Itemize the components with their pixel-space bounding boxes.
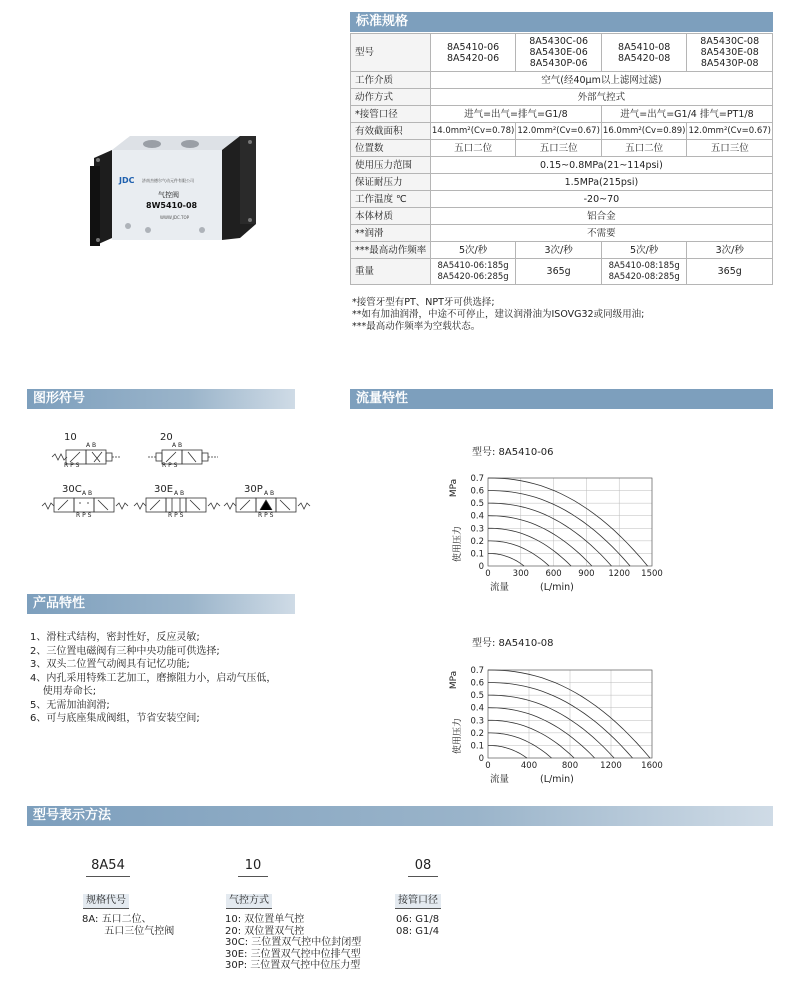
chart-x-tick: 1600 — [641, 761, 663, 771]
designation-label: 气控方式 — [226, 894, 272, 909]
chart-x-tick: 400 — [520, 761, 538, 771]
symbol-label: 10 — [64, 432, 77, 443]
spec-label: 工作介质 — [351, 72, 431, 89]
designation-label: 接管口径 — [395, 894, 441, 909]
symbol-port-label: R P S — [162, 462, 178, 469]
spec-label: 位置数 — [351, 140, 431, 157]
spec-value: 14.0mm²(Cv=0.78) — [430, 123, 516, 140]
spec-model-cell: 8A5410-08 8A5420-08 — [601, 34, 687, 72]
spec-value: 不需要 — [430, 225, 772, 242]
spec-value: 空气(经40μm以上滤网过滤) — [430, 72, 772, 89]
spec-model-cell: 8A5430C-06 8A5430E-06 8A5430P-06 — [516, 34, 602, 72]
flow-chart-06 — [446, 460, 666, 600]
chart-x-unit: (L/min) — [540, 774, 574, 785]
chart-x-tick: 900 — [578, 569, 595, 579]
symbol-label: 20 — [160, 432, 173, 443]
features-list — [30, 631, 276, 726]
spec-row — [351, 191, 773, 208]
chart-y-unit: MPa — [449, 670, 459, 690]
spec-row-model — [351, 34, 773, 72]
chart-y-tick: 0.4 — [470, 511, 484, 522]
spec-row — [351, 140, 773, 157]
feature-item: 1、滑柱式结构，密封性好，反应灵敏; — [30, 632, 200, 643]
symbol-port-label: A B — [264, 490, 275, 497]
spec-label: ***最高动作频率 — [351, 242, 431, 259]
spec-value: 12.0mm²(Cv=0.67) — [687, 123, 773, 140]
designation-code: 10 — [238, 856, 268, 877]
chart-y-tick: 0.5 — [470, 691, 484, 702]
spec-value: 五口三位 — [687, 140, 773, 157]
spec-model-cell: 8A5410-06 8A5420-06 — [430, 34, 516, 72]
designation-item: 8A: 五口二位、 — [82, 914, 152, 925]
spec-label: 使用压力范围 — [351, 157, 431, 174]
product-url: WWW.JDC.TOP — [160, 215, 190, 220]
symbol-port-label: R P S — [168, 512, 184, 519]
product-name: 气控阀 — [158, 191, 179, 199]
feature-item: 2、三位置电磁阀有三种中央功能可供选择; — [30, 645, 220, 657]
product-brand: JDC — [119, 176, 135, 185]
spec-row — [351, 157, 773, 174]
chart-y-tick: 0.2 — [470, 536, 484, 547]
symbol-label: 30E — [154, 484, 174, 495]
spec-value: 8A5410-06:185g 8A5420-06:285g — [430, 259, 516, 285]
spec-value: 5次/秒 — [430, 242, 516, 259]
feature-item: 4、内孔采用特殊工艺加工，磨擦阻力小，启动气压低， — [30, 672, 277, 684]
designation-item: 10: 双位置单气控 — [225, 914, 305, 925]
chart-y-tick: 0.5 — [470, 499, 484, 510]
chart-x-tick: 1200 — [608, 569, 631, 579]
spec-label: 本体材质 — [351, 208, 431, 225]
spec-note: **如有加油润滑，中途不可停止，建议润滑油为ISOVG32或同级用油; — [352, 309, 645, 320]
chart-series-line — [488, 553, 524, 566]
spec-label: 动作方式 — [351, 89, 431, 106]
designation-item: 30C: 三位置双气控中位封闭型 — [225, 937, 362, 948]
symbol-20-diagram — [148, 442, 220, 472]
symbol-port-label: R P S — [64, 462, 80, 469]
chart-x-label: 流量 — [490, 582, 510, 593]
chart-y-label: 使用压力 — [453, 525, 463, 563]
chart-x-tick: 600 — [545, 569, 562, 579]
symbol-port-label: R P S — [258, 512, 274, 519]
chart-y-tick: 0 — [478, 754, 484, 764]
chart-series-line — [488, 720, 574, 758]
spec-model-cell: 8A5430C-08 8A5430E-08 8A5430P-08 — [687, 34, 773, 72]
chart-x-tick: 800 — [561, 761, 579, 771]
spec-label: 重量 — [351, 259, 431, 285]
spec-value: 12.0mm²(Cv=0.67) — [516, 123, 602, 140]
feature-item: 使用寿命长; — [30, 686, 97, 697]
chart-series-line — [488, 670, 650, 758]
spec-row — [351, 174, 773, 191]
spec-row — [351, 72, 773, 89]
designation-label: 规格代号 — [83, 894, 129, 909]
chart-y-tick: 0 — [478, 562, 484, 572]
chart-x-label: 流量 — [490, 774, 510, 785]
spec-row — [351, 242, 773, 259]
designation-item: 06: G1/8 — [396, 914, 440, 925]
chart-y-tick: 0.6 — [470, 486, 484, 497]
spec-label: *接管口径 — [351, 106, 431, 123]
spec-value: 8A5410-08:185g 8A5420-08:285g — [601, 259, 687, 285]
spec-value: 365g — [687, 259, 773, 285]
symbol-label: 30P — [244, 484, 263, 495]
spec-label: 型号 — [351, 34, 431, 72]
spec-value: 5次/秒 — [601, 242, 687, 259]
spec-value: 外部气控式 — [430, 89, 772, 106]
chart-y-tick: 0.1 — [470, 549, 484, 560]
spec-row — [351, 123, 773, 140]
chart-series-line — [488, 528, 571, 566]
spec-value: 五口三位 — [516, 140, 602, 157]
spec-note: *接管牙型有PT、NPT牙可供选择; — [352, 297, 495, 308]
chart-y-tick: 0.6 — [470, 678, 484, 689]
chart-x-tick: 0 — [485, 569, 491, 579]
spec-value: -20~70 — [430, 191, 772, 208]
chart-x-tick: 1200 — [600, 761, 622, 771]
designation-item: 20: 双位置双气控 — [225, 925, 305, 937]
feature-item: 3、双头二位置气动阀具有记忆功能; — [30, 659, 190, 670]
spec-row — [351, 208, 773, 225]
spec-row — [351, 89, 773, 106]
symbol-port-label: A B — [174, 490, 185, 497]
symbols-header: 图形符号 — [27, 389, 295, 409]
valve-product-image — [90, 128, 268, 258]
chart-title: 型号: 8A5410-08 — [472, 638, 554, 649]
spec-value: 进气=出气=排气=G1/8 — [430, 106, 601, 123]
spec-value: 五口二位 — [430, 140, 516, 157]
product-model: 8W5410-08 — [146, 201, 198, 210]
spec-value: 进气=出气=G1/4 排气=PT1/8 — [601, 106, 772, 123]
chart-y-tick: 0.1 — [470, 741, 484, 752]
symbol-port-label: A B — [86, 442, 97, 449]
chart-y-tick: 0.7 — [470, 666, 484, 676]
chart-series-line — [488, 695, 614, 758]
spec-label: 工作温度 ℃ — [351, 191, 431, 208]
symbol-port-label: R P S — [76, 512, 92, 519]
designation-list — [82, 914, 174, 937]
spec-value: 0.15~0.8MPa(21~114psi) — [430, 157, 772, 174]
designation-item: 五口三位气控阀 — [82, 925, 175, 937]
flow-chart-08 — [446, 652, 666, 792]
designation-list — [396, 914, 439, 937]
spec-notes — [352, 297, 644, 333]
spec-row — [351, 225, 773, 242]
chart-x-tick: 1500 — [641, 569, 663, 579]
chart-y-tick: 0.3 — [470, 716, 484, 727]
designation-item: 30E: 三位置双气控中位排气型 — [225, 948, 361, 960]
feature-item: 6、可与底座集成阀组，节省安装空间; — [30, 713, 200, 724]
spec-label: 保证耐压力 — [351, 174, 431, 191]
spec-value: 365g — [516, 259, 602, 285]
spec-value: 3次/秒 — [516, 242, 602, 259]
chart-y-tick: 0.3 — [470, 524, 484, 535]
features-header: 产品特性 — [27, 594, 295, 614]
symbol-label: 30C — [62, 484, 82, 495]
spec-value: 3次/秒 — [687, 242, 773, 259]
designation-item: 08: G1/4 — [396, 925, 440, 937]
designation-list — [225, 914, 361, 972]
spec-note: ***最高动作频率为空载状态。 — [352, 321, 481, 332]
chart-y-tick: 0.7 — [470, 474, 484, 484]
spec-label: **润滑 — [351, 225, 431, 242]
spec-header: 标准规格 — [350, 12, 773, 32]
chart-y-tick: 0.2 — [470, 728, 484, 739]
spec-label: 有效截面积 — [351, 123, 431, 140]
spec-value: 1.5MPa(215psi) — [430, 174, 772, 191]
symbol-port-label: A B — [82, 490, 93, 497]
feature-item: 5、无需加油润滑; — [30, 699, 110, 711]
spec-value: 五口二位 — [601, 140, 687, 157]
spec-value: 16.0mm²(Cv=0.89) — [601, 123, 687, 140]
spec-value: 铝合金 — [430, 208, 772, 225]
designation-item: 30P: 三位置双气控中位压力型 — [225, 960, 361, 971]
flow-header: 流量特性 — [350, 389, 773, 409]
chart-y-unit: MPa — [449, 478, 459, 498]
product-company: 济南杰德尔气动元件有限公司 — [142, 178, 194, 183]
chart-x-tick: 0 — [485, 761, 491, 771]
designation-code: 08 — [408, 856, 438, 877]
chart-series-line — [488, 478, 648, 566]
chart-series-line — [488, 745, 527, 758]
chart-frame — [488, 478, 652, 566]
chart-x-tick: 300 — [512, 569, 529, 579]
designation-code: 8A54 — [86, 856, 130, 877]
designation-header: 型号表示方法 — [27, 806, 773, 826]
chart-x-unit: (L/min) — [540, 582, 574, 593]
chart-y-label: 使用压力 — [453, 717, 463, 755]
symbol-port-label: A B — [172, 442, 183, 449]
spec-row — [351, 106, 773, 123]
chart-y-tick: 0.4 — [470, 703, 484, 714]
spec-table — [350, 33, 773, 285]
chart-title: 型号: 8A5410-06 — [472, 447, 554, 458]
spec-row-weight — [351, 259, 773, 285]
